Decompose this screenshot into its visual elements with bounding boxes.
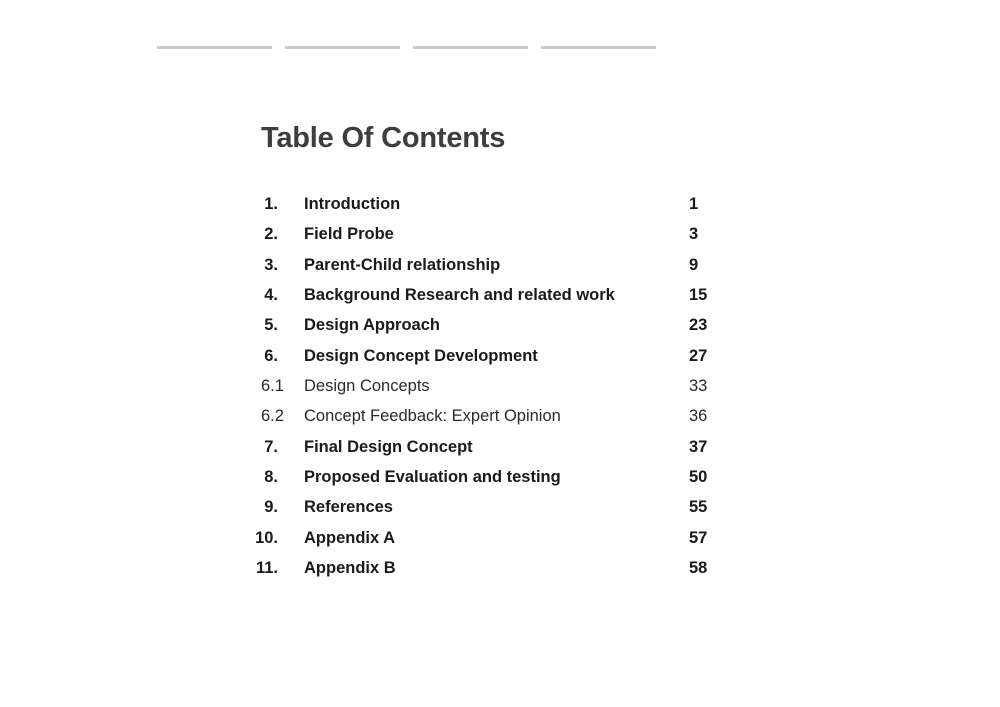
toc-list (250, 192, 730, 586)
toc-entry-page: 15 (689, 285, 708, 304)
toc-entry-page: 27 (689, 346, 708, 365)
toc-entry-label: Parent-Child relationship (304, 255, 501, 274)
toc-entry-page: 58 (689, 558, 708, 577)
page-tabs (157, 46, 656, 49)
toc-entry[interactable] (250, 526, 730, 556)
toc-entry-label: Introduction (304, 195, 401, 213)
toc-entry-number: 11. (255, 558, 278, 577)
toc-entry[interactable] (250, 435, 730, 465)
toc-entry-page: 50 (689, 467, 708, 486)
toc-entry-label: Field Probe (304, 225, 394, 244)
toc-entry-number: 4. (264, 285, 278, 304)
page-title: Table Of Contents (261, 122, 506, 154)
toc-entry-number: 2. (264, 225, 278, 244)
toc-entry[interactable] (250, 374, 730, 404)
toc-entry-label: Design Approach (304, 316, 440, 335)
toc-entry[interactable] (250, 495, 730, 525)
toc-entry-label: Background Research and related work (304, 285, 615, 304)
toc-entry-label: Proposed Evaluation and testing (304, 467, 561, 486)
toc-entry-label: Final Design Concept (304, 437, 473, 456)
toc-entry[interactable] (250, 313, 730, 343)
toc-entry-number: 7. (264, 437, 278, 456)
toc-entry-number: 6.1 (261, 376, 284, 395)
toc-entry-number: 6. (264, 346, 278, 365)
toc-entry-page: 36 (689, 407, 708, 426)
page-tab-indicator[interactable] (541, 46, 656, 49)
page-tab-indicator[interactable] (157, 46, 272, 49)
toc-entry[interactable] (250, 556, 730, 586)
toc-entry-label: Appendix A (304, 528, 396, 547)
toc-entry-label: Design Concepts (304, 376, 430, 395)
page-tab-indicator[interactable] (413, 46, 528, 49)
toc-entry-page: 55 (689, 498, 708, 517)
toc-entry-number: 10. (255, 528, 278, 547)
toc-entry-label: References (304, 498, 393, 517)
toc-entry-page: 33 (689, 376, 708, 395)
toc-entry-page: 3 (689, 225, 699, 244)
toc-entry-number: 6.2 (261, 407, 284, 426)
toc-entry[interactable] (250, 222, 730, 252)
toc-entry-number: 8. (264, 467, 278, 486)
page-tab-indicator[interactable] (285, 46, 400, 49)
toc-entry-page: 37 (689, 437, 708, 456)
toc-entry-page: 9 (689, 255, 699, 274)
toc-entry[interactable] (250, 253, 730, 283)
toc-entry-number: 3. (264, 255, 278, 274)
toc-entry[interactable] (250, 192, 730, 222)
toc-entry-number: 9. (264, 498, 278, 517)
toc-entry-number: 5. (264, 316, 278, 335)
toc-entry[interactable] (250, 283, 730, 313)
toc-entry-page: 23 (689, 316, 708, 335)
toc-entry-page: 57 (689, 528, 708, 547)
toc-entry-number: 1. (264, 195, 278, 213)
toc-entry[interactable] (250, 404, 730, 434)
toc-entry-label: Design Concept Development (304, 346, 538, 365)
toc-entry[interactable] (250, 465, 730, 495)
toc-entry-label: Appendix B (304, 558, 396, 577)
toc-entry-label: Concept Feedback: Expert Opinion (304, 407, 561, 426)
toc-entry-page: 1 (689, 195, 699, 213)
toc-entry[interactable] (250, 344, 730, 374)
